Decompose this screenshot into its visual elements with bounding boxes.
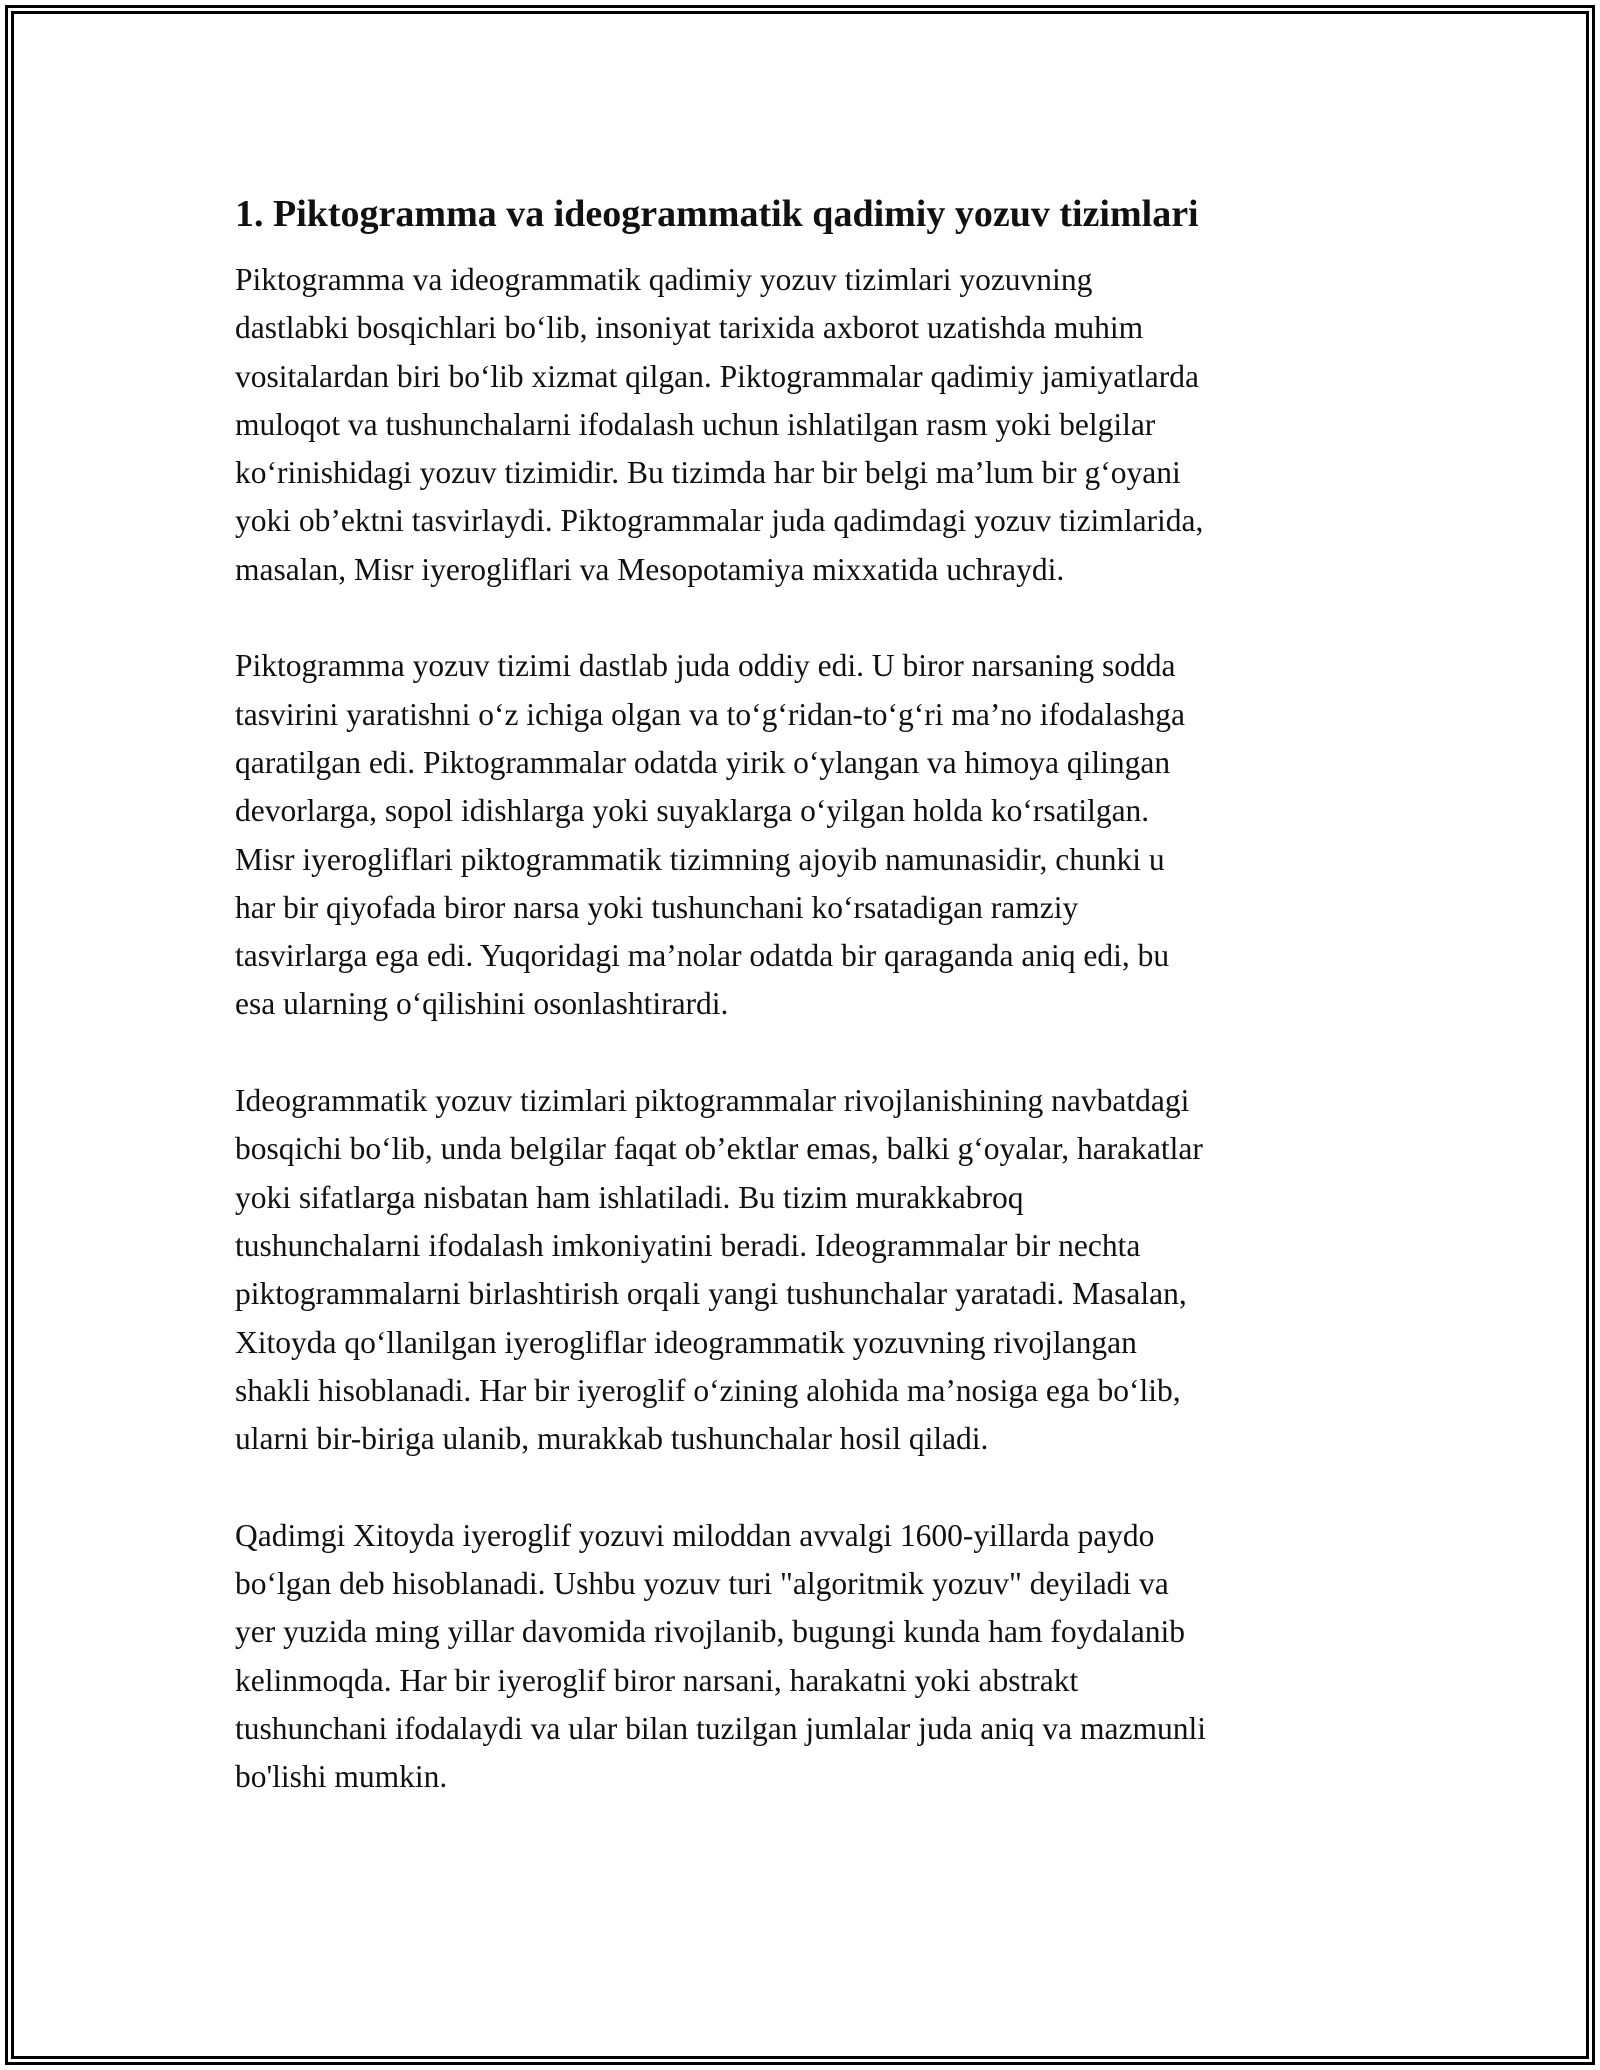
text-line: kelinmoqda. Har bir iyeroglif biror narsani, harakatni yoki abstrakt — [235, 1662, 1079, 1698]
paragraph-4 — [235, 1512, 1375, 1802]
text-line: vositalardan biri bo‘lib xizmat qilgan. Piktogrammalar qadimiy jamiyatlarda — [235, 358, 1199, 394]
text-line: bo‘lgan deb hisoblanadi. Ushbu yozuv turi "algoritmik yozuv" deyiladi va — [235, 1566, 1169, 1602]
text-line: yoki ob’ektni tasvirlaydi. Piktogrammalar juda qadimdagi yozuv tizimlarida, — [235, 503, 1204, 539]
paragraph-3 — [235, 1077, 1375, 1463]
text-line: tasvirini yaratishni o‘z ichiga olgan va to‘g‘ridan-to‘g‘ri ma’no ifodalashga — [235, 696, 1185, 732]
text-line: dastlabki bosqichlari bo‘lib, insoniyat tarixida axborot uzatishda muhim — [235, 310, 1144, 346]
text-line: yer yuzida ming yillar davomida rivojlanib, bugungi kunda ham foydalanib — [235, 1614, 1186, 1650]
paragraph-2 — [235, 642, 1375, 1028]
text-line: esa ularning o‘qilishini osonlashtirardi. — [235, 986, 729, 1022]
text-line: qaratilgan edi. Piktogrammalar odatda yirik o‘ylangan va himoya qilingan — [235, 744, 1171, 780]
text-line: Piktogramma va ideogrammatik qadimiy yozuv tizimlari yozuvning — [235, 262, 1093, 297]
text-line: masalan, Misr iyerogliflari va Mesopotamiya mixxatida uchraydi. — [235, 551, 1065, 587]
text-line: Misr iyerogliflari piktogrammatik tizimning ajoyib namunasidir, chunki u — [235, 841, 1165, 877]
document-body — [235, 186, 1375, 1850]
text-line: muloqot va tushunchalarni ifodalash uchun ishlatilgan rasm yoki belgilar — [235, 406, 1156, 442]
text-line: bo'lishi mumkin. — [235, 1759, 448, 1795]
text-line: Piktogramma yozuv tizimi dastlab juda oddiy edi. U biror narsaning sodda — [235, 648, 1176, 684]
text-line: bosqichi bo‘lib, unda belgilar faqat ob’ektlar emas, balki g‘oyalar, harakatlar — [235, 1131, 1203, 1167]
text-line: yoki sifatlarga nisbatan ham ishlatiladi. Bu tizim murakkabroq — [235, 1179, 1024, 1215]
text-line: ko‘rinishidagi yozuv tizimidir. Bu tizimda har bir belgi ma’lum bir g‘oyani — [235, 455, 1181, 491]
text-line: Qadimgi Xitoyda iyeroglif yozuvi miloddan avvalgi 1600-yillarda paydo — [235, 1517, 1155, 1553]
paragraph-1 — [235, 256, 1375, 594]
section-title: 1. Piktogramma va ideogrammatik qadimiy yozuv tizimlari — [235, 193, 1199, 235]
text-line: tushunchalarni ifodalash imkoniyatini beradi. Ideogrammalar bir nechta — [235, 1227, 1141, 1263]
text-line: Ideogrammatik yozuv tizimlari piktogrammalar rivojlanishining navbatdagi — [235, 1083, 1190, 1119]
text-line: tasvirlarga ega edi. Yuqoridagi ma’nolar odatda bir qaraganda aniq edi, bu — [235, 938, 1170, 974]
text-line: shakli hisoblanadi. Har bir iyeroglif o‘zining alohida ma’nosiga ega bo‘lib, — [235, 1372, 1181, 1408]
text-line: devorlarga, sopol idishlarga yoki suyaklarga o‘yilgan holda ko‘rsatilgan. — [235, 793, 1150, 829]
text-line: Xitoyda qo‘llanilgan iyerogliflar ideogrammatik yozuvning rivojlangan — [235, 1324, 1137, 1360]
text-line: har bir qiyofada biror narsa yoki tushunchani ko‘rsatadigan ramziy — [235, 889, 1079, 925]
text-line: piktogrammalarni birlashtirish orqali yangi tushunchalar yaratadi. Masalan, — [235, 1276, 1187, 1312]
text-line: tushunchani ifodalaydi va ular bilan tuzilgan jumlalar juda aniq va mazmunli — [235, 1710, 1206, 1746]
text-line: ularni bir-biriga ulanib, murakkab tushunchalar hosil qiladi. — [235, 1421, 989, 1457]
